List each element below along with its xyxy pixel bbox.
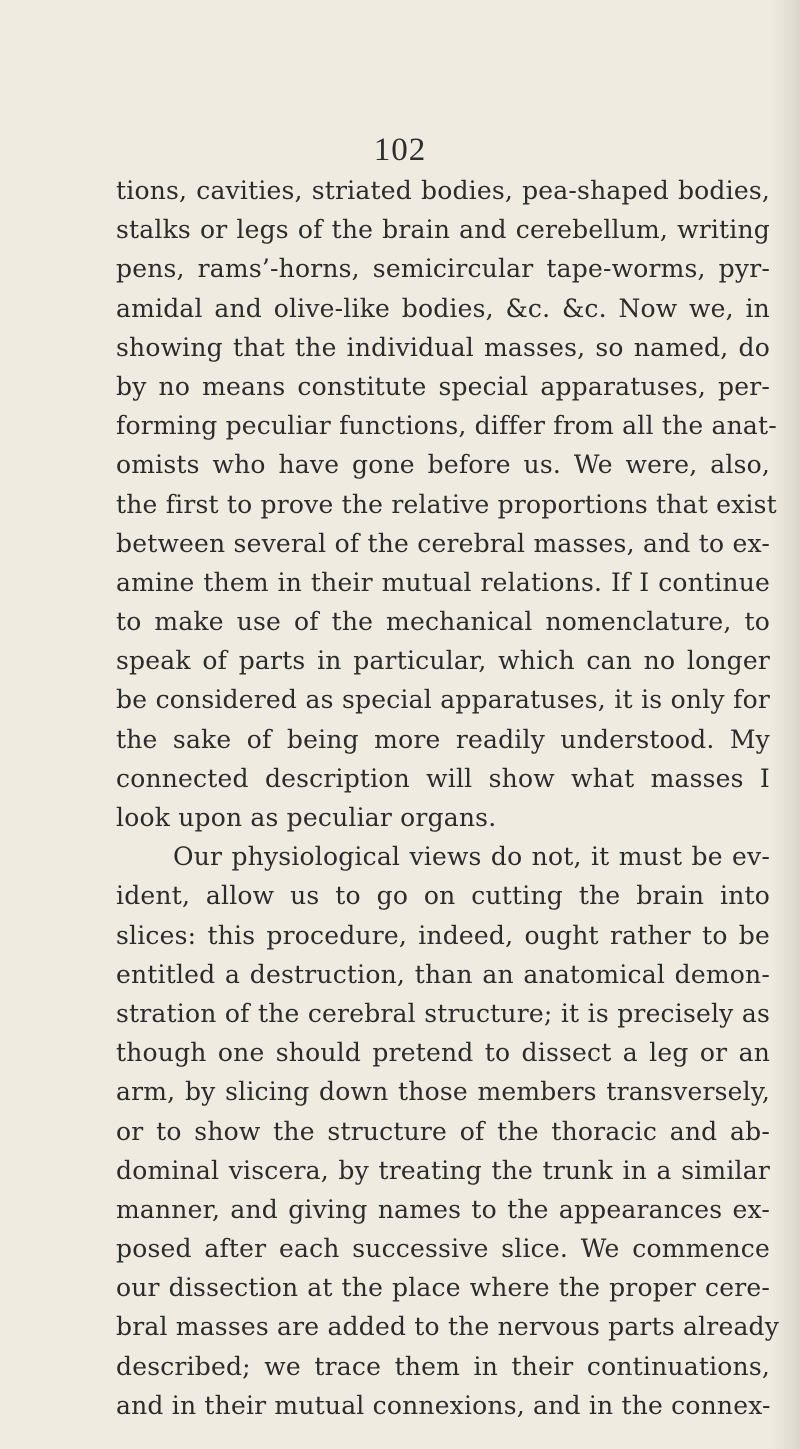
text-line: amidal and olive-like bodies, &c. &c. Now we, in bbox=[116, 293, 770, 323]
text-line: though one should pretend to dissect a leg or an bbox=[116, 1038, 770, 1068]
text-line: to make use of the mechanical nomenclature, to bbox=[116, 607, 770, 637]
page-number: 102 bbox=[373, 132, 427, 168]
text-line: arm, by slicing down those members transversely, bbox=[116, 1077, 770, 1107]
paragraph-start-line: Our physiological views do not, it must be ev- bbox=[173, 842, 770, 872]
text-line: connected description will show what masses I bbox=[116, 763, 770, 793]
text-line: manner, and giving names to the appearances ex- bbox=[116, 1194, 770, 1224]
text-line: amine them in their mutual relations. If I continue bbox=[116, 567, 770, 597]
text-line: bral masses are added to the nervous parts already bbox=[116, 1312, 780, 1342]
text-line: entitled a destruction, than an anatomical demon- bbox=[116, 959, 770, 989]
text-line: and in their mutual connexions, and in the connex- bbox=[116, 1390, 771, 1420]
text-line: described; we trace them in their continuations, bbox=[116, 1351, 770, 1381]
text-line: posed after each successive slice. We commence bbox=[116, 1234, 770, 1264]
text-line: the sake of being more readily understood. My bbox=[116, 724, 770, 754]
text-line: slices: this procedure, indeed, ought rather to be bbox=[116, 920, 770, 950]
text-line: ident, allow us to go on cutting the brain into bbox=[116, 881, 770, 911]
text-line: stration of the cerebral structure; it is precisely as bbox=[116, 998, 770, 1028]
text-line: by no means constitute special apparatuses, per- bbox=[116, 371, 770, 401]
text-line: be considered as special apparatuses, it is only for bbox=[116, 685, 770, 715]
text-line: showing that the individual masses, so named, do bbox=[116, 332, 770, 362]
text-line: speak of parts in particular, which can no longer bbox=[116, 646, 770, 676]
text-line: our dissection at the place where the proper cere- bbox=[116, 1273, 770, 1303]
text-line: pens, rams’-horns, semicircular tape-worms, pyr- bbox=[116, 254, 770, 284]
text-line: the first to prove the relative proportions that exist bbox=[116, 489, 777, 519]
text-line: stalks or legs of the brain and cerebellum, writing bbox=[116, 215, 770, 245]
paragraph-end-line: look upon as peculiar organs. bbox=[116, 803, 497, 832]
text-line: tions, cavities, striated bodies, pea-shaped bodies, bbox=[116, 176, 770, 205]
text-line: omists who have gone before us. We were, also, bbox=[116, 450, 770, 480]
text-line: dominal viscera, by treating the trunk in a similar bbox=[116, 1155, 770, 1185]
text-line: or to show the structure of the thoracic and ab- bbox=[116, 1116, 770, 1146]
body-text bbox=[116, 171, 780, 1425]
text-line: forming peculiar functions, differ from all the anat- bbox=[116, 411, 777, 441]
text-line: between several of the cerebral masses, and to ex- bbox=[116, 528, 770, 558]
